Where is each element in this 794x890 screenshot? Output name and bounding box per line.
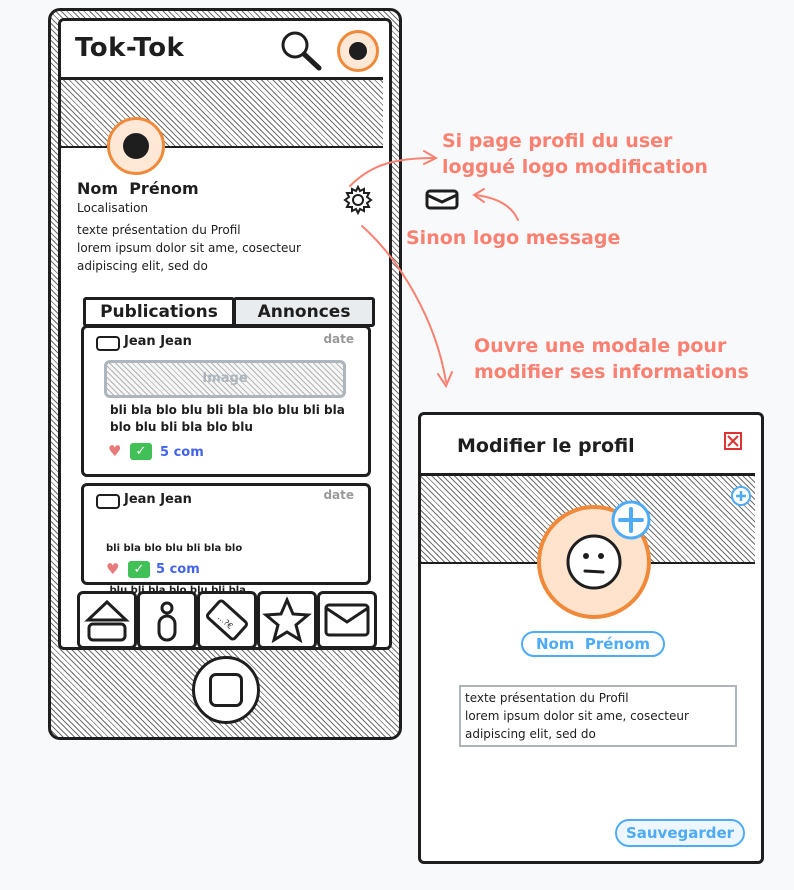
arrow-message (476, 195, 518, 220)
close-icon[interactable] (723, 431, 743, 451)
annotation-line: loggué logo modification (442, 156, 708, 178)
post-text-line: blo blu bli bla blo blu (110, 420, 253, 434)
tab-publications[interactable]: Publications (83, 297, 235, 327)
post-text-line: bli bla blo blu bli bla blo blu bli bla (110, 403, 345, 417)
modal-title: Modifier le profil (457, 435, 635, 457)
bio-line: texte présentation du Profil (77, 223, 241, 237)
annotation-line: Ouvre une modale pour (474, 335, 727, 357)
comment-count[interactable]: 5 com (160, 445, 204, 460)
ticket-text: ...?€ (216, 612, 235, 631)
bio-textarea[interactable] (459, 685, 737, 747)
image-label: Image (202, 371, 248, 386)
annotation-line: Si page profil du user (442, 130, 673, 152)
bio-line: adipiscing elit, sed do (77, 259, 208, 273)
app-title: Tok-Tok (75, 33, 185, 63)
bio-line: lorem ipsum dolor sit ame, cosecteur (465, 709, 689, 723)
post-date: date (323, 332, 354, 346)
arrow-gear-to-modal (362, 226, 446, 382)
bio-line: lorem ipsum dolor sit ame, cosecteur (77, 241, 301, 255)
profile-name: Nom Prénom (77, 179, 199, 198)
comment-count[interactable]: 5 com (156, 562, 200, 577)
heart-icon[interactable]: ♥ (108, 442, 122, 460)
check-icon[interactable]: ✓ (128, 561, 150, 578)
bio-line: adipiscing elit, sed do (465, 727, 596, 741)
annotation-line: modifier ses informations (474, 361, 749, 383)
save-button[interactable]: Sauvegarder (615, 819, 745, 847)
name-field[interactable]: Nom Prénom (521, 631, 665, 657)
arrow-edit-to-gear (350, 158, 434, 186)
banner-add-icon[interactable] (730, 485, 752, 507)
annotation-message-logo: Sinon logo message (406, 227, 621, 249)
modal-header (421, 415, 755, 476)
edit-profile-modal (418, 412, 764, 864)
check-icon[interactable]: ✓ (130, 443, 152, 460)
post-text-line: bli blu (130, 585, 208, 596)
bio-line: texte présentation du Profil (465, 691, 629, 705)
avatar-add-icon[interactable] (609, 498, 653, 542)
heart-icon[interactable]: ♥ (106, 560, 120, 578)
post-date: date (323, 488, 354, 502)
post-author: Jean Jean (124, 334, 192, 349)
post-text-line: bli bla blo blu bli bla blo (106, 543, 243, 554)
post-author: Jean Jean (124, 492, 192, 507)
tab-annonces[interactable]: Annonces (233, 297, 375, 327)
profile-location: Localisation (77, 201, 149, 215)
